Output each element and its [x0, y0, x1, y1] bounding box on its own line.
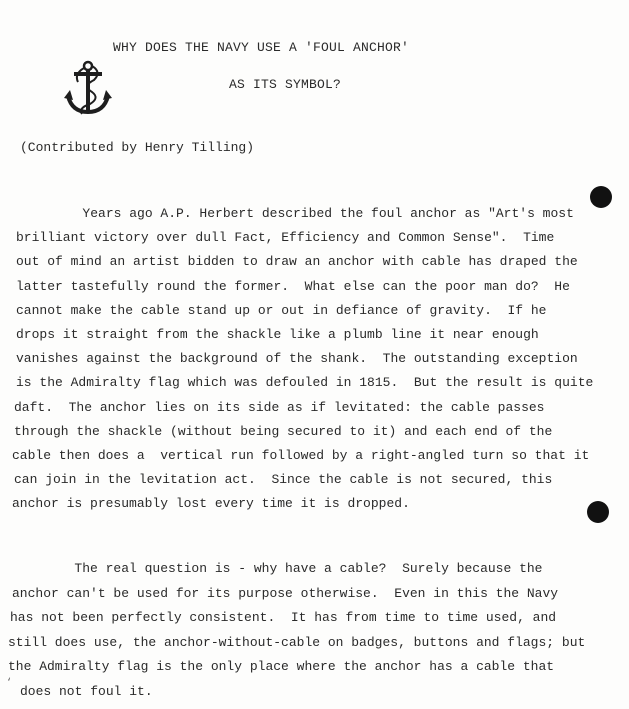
text-line: through the shackle (without being secured to it) and each end of the	[14, 423, 553, 439]
text-line: still does use, the anchor-without-cable on badges, buttons and flags; but	[8, 634, 586, 650]
punch-hole-icon	[587, 501, 609, 523]
text-line: anchor can't be used for its purpose otherwise. Even in this the Navy	[12, 585, 559, 601]
title-line-2: AS ITS SYMBOL?	[229, 77, 342, 92]
text-line: cable then does a vertical run followed by a right-angled turn so that it	[12, 448, 590, 463]
title-line-1: WHY DOES THE NAVY USE A 'FOUL ANCHOR'	[113, 40, 410, 55]
text-line: the Admiralty flag is the only place where the anchor has a cable that	[8, 659, 555, 674]
text-line: does not foul it.	[20, 683, 153, 699]
text-line: The real question is - why have a cable? Surely because the	[12, 561, 543, 576]
contributor-line: (Contributed by Henry Tilling)	[20, 140, 255, 155]
text-line: is the Admiralty flag which was defouled in 1815. But the result is quite	[16, 375, 594, 391]
text-line: latter tastefully round the former. What else can the poor man do? He	[16, 278, 570, 294]
text-line: out of mind an artist bidden to draw an anchor with cable has draped the	[16, 254, 578, 270]
scan-speck: ‘	[6, 678, 13, 689]
foul-anchor-icon	[64, 60, 112, 118]
punch-hole-icon	[590, 186, 612, 208]
text-line: brilliant victory over dull Fact, Efficiency and Common Sense". Time	[16, 230, 555, 246]
text-line: can join in the levitation act. Since the cable is not secured, this	[14, 472, 553, 488]
text-line: daft. The anchor lies on its side as if levitated: the cable passes	[14, 399, 545, 415]
text-line: cannot make the cable stand up or out in defiance of gravity. If he	[16, 302, 547, 318]
text-line: has not been perfectly consistent. It has from time to time used, and	[10, 610, 557, 625]
text-line: drops it straight from the shackle like a plumb line it near enough	[16, 327, 539, 342]
text-line: anchor is presumably lost every time it is dropped.	[12, 496, 410, 512]
text-line: Years ago A.P. Herbert described the foul anchor as "Art's most	[20, 206, 574, 221]
text-line: vanishes against the background of the shank. The outstanding exception	[16, 351, 578, 367]
